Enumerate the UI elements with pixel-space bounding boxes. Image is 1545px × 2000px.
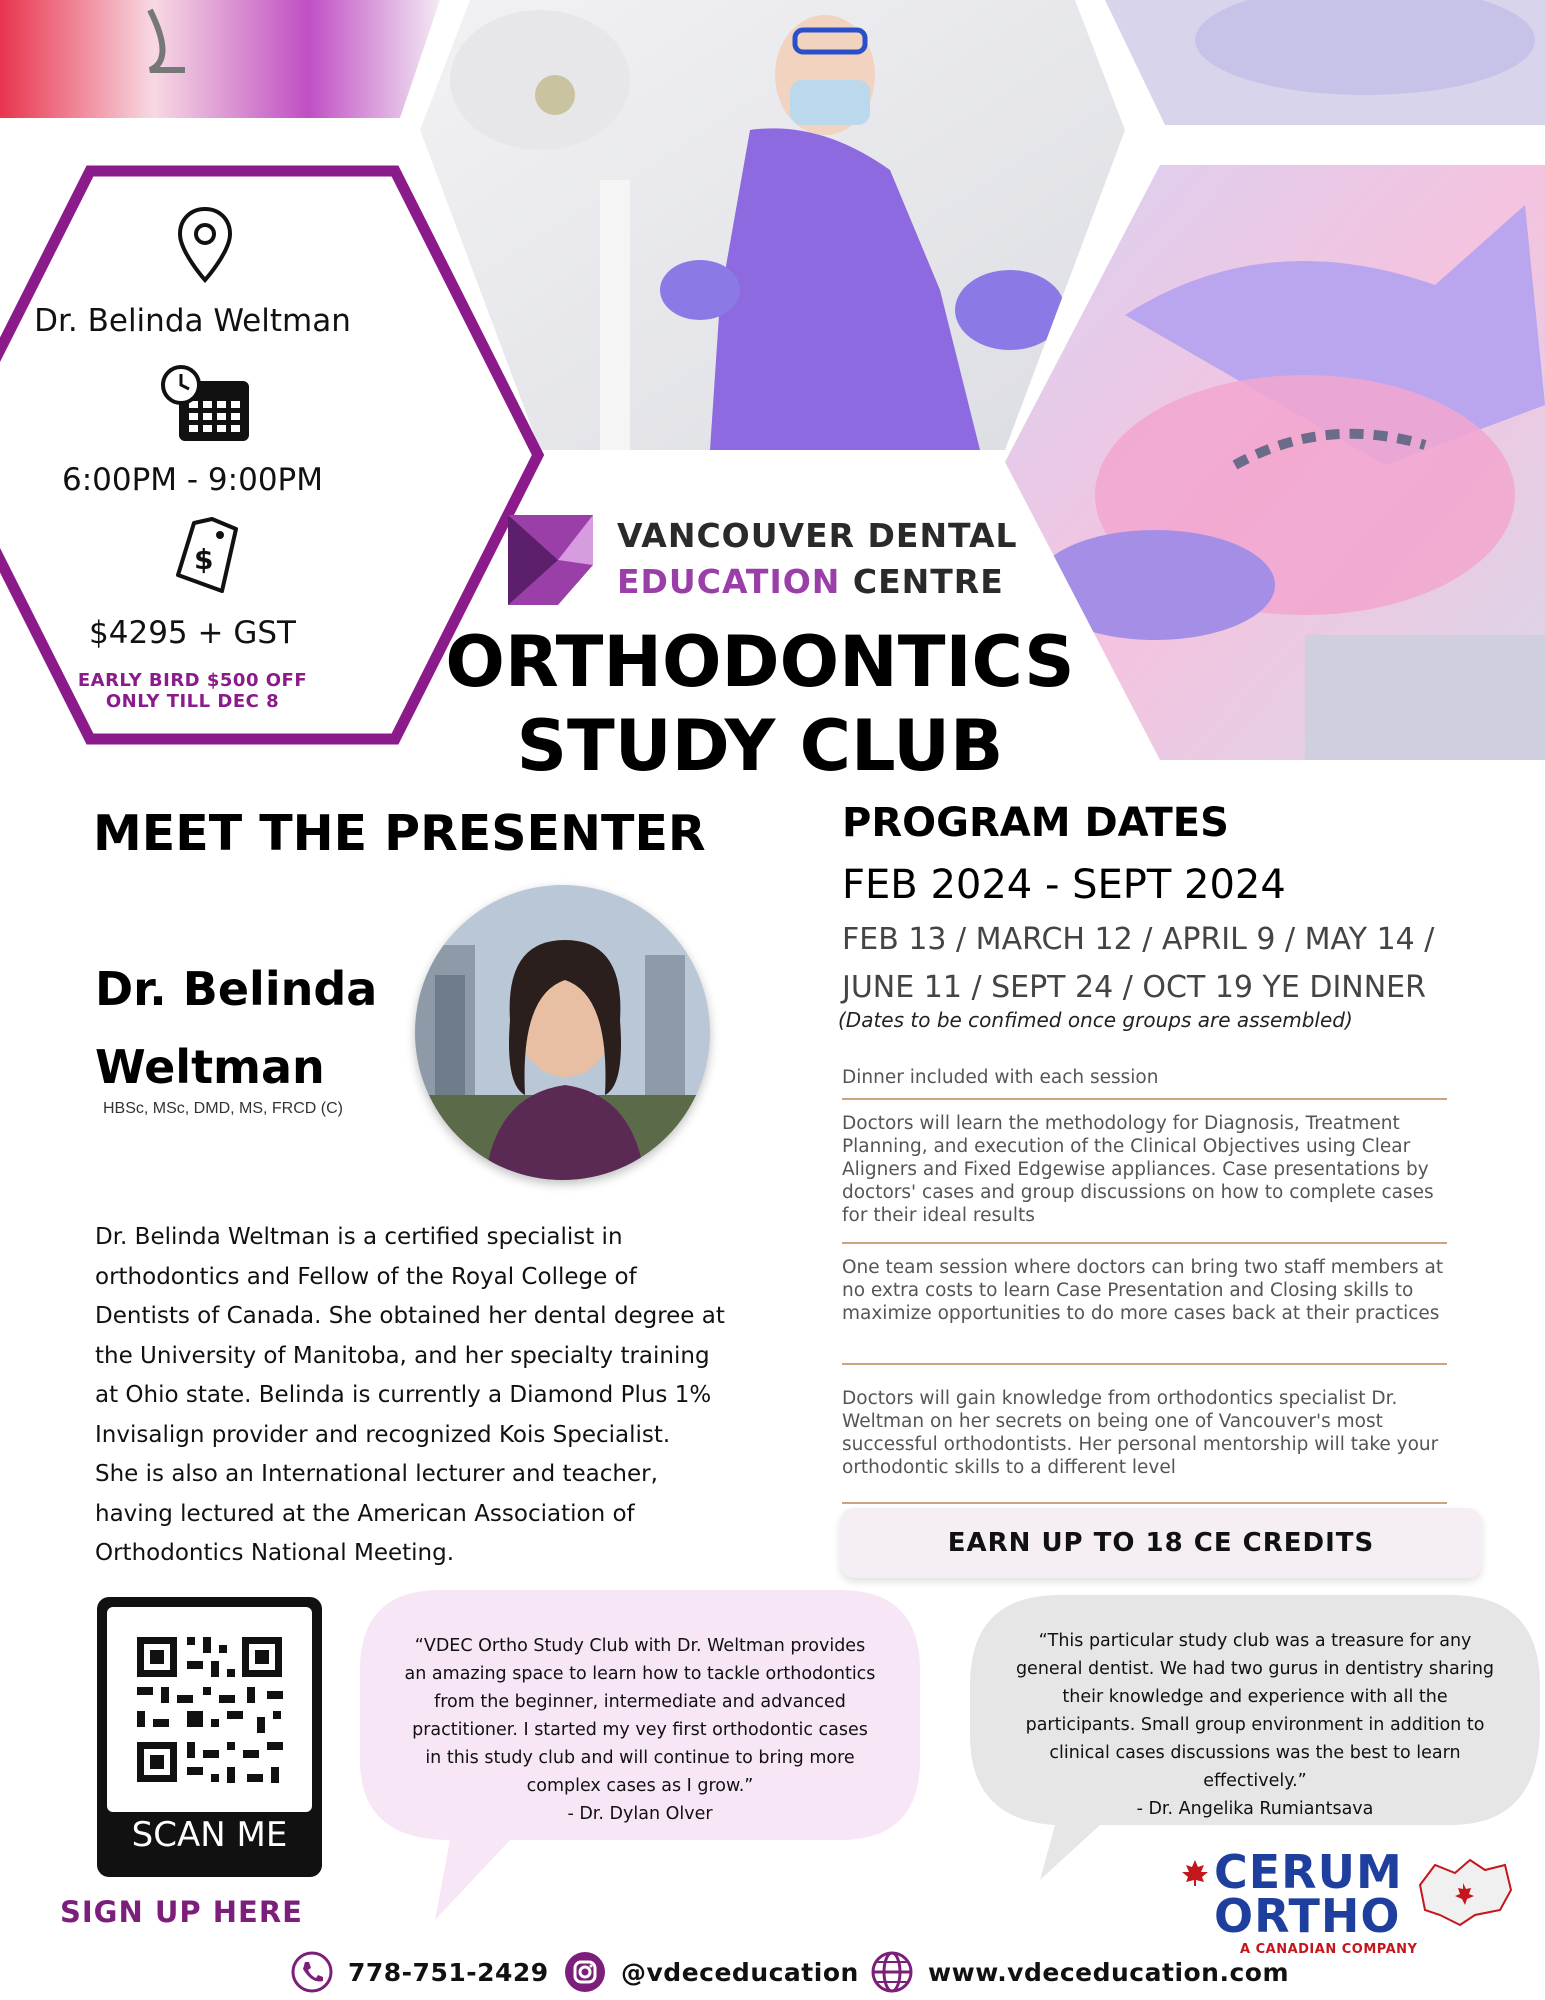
cerum-tagline: A CANADIAN COMPANY xyxy=(1240,1942,1418,1957)
info-presenter: Dr. Belinda Weltman xyxy=(34,303,351,339)
quote-line: an amazing space to learn how to tackle orthodontics xyxy=(404,1664,876,1684)
qr-code-card[interactable] xyxy=(97,1597,322,1877)
cerum-ortho-logo xyxy=(1180,1845,1418,1957)
quote-line: their knowledge and experience with all the xyxy=(1062,1687,1448,1707)
presenter-credentials: HBSc, MSc, DMD, MS, FRCD (C) xyxy=(103,1100,343,1117)
program-dates-note: (Dates to be confimed once groups are assembled) xyxy=(838,1008,1353,1032)
divider xyxy=(842,1363,1447,1365)
quote-line: “This particular study club was a treasure for any xyxy=(1038,1631,1472,1651)
bio-line: She is also an International lecturer and teacher, xyxy=(95,1461,658,1487)
globe-icon xyxy=(870,1950,914,1994)
quote-line: clinical cases discussions was the best to learn xyxy=(1049,1743,1461,1763)
testimonial-bubble xyxy=(360,1590,920,1920)
presenter-bio xyxy=(95,1218,785,1574)
quote-line: effectively.” xyxy=(1203,1771,1307,1791)
bio-line: Dr. Belinda Weltman is a certified specialist in xyxy=(95,1224,623,1250)
program-range: FEB 2024 - SEPT 2024 xyxy=(842,862,1286,908)
testimonial-quote xyxy=(360,1632,920,1828)
early-bird-line1: EARLY BIRD $500 OFF xyxy=(77,670,308,691)
program-detail: Doctors will learn the methodology for Diagnosis, Treatment Planning, and execution of the Clinical Objectives using Clear Aligners and Fixed Edgewise appliances. Case presentations by doctors' cases and group discussions on how to complete cases for their ideal results xyxy=(842,1113,1434,1226)
program-detail: Doctors will gain knowledge from orthodontics specialist Dr. Weltman on her secrets on being one of Vancouver's most successful orthodontists. Her personal mentorship will take your orthodontic skills to a different level xyxy=(842,1388,1439,1478)
bio-line: Invisalign provider and recognized Kois Specialist. xyxy=(95,1421,671,1448)
calendar-clock-icon xyxy=(157,365,257,445)
testimonial-bubble xyxy=(970,1595,1540,1880)
instagram-handle: @vdeceducation xyxy=(621,1957,859,1987)
ce-credits-text: EARN UP TO 18 CE CREDITS xyxy=(947,1528,1375,1558)
bio-line: having lectured at the American Association of xyxy=(95,1500,635,1527)
quote-line: complex cases as I grow.” xyxy=(526,1776,754,1796)
presenter-name-line1: Dr. Belinda xyxy=(95,962,378,1016)
page-title xyxy=(410,620,1110,788)
photo-top-left-partial xyxy=(0,0,440,118)
cerum-line2: ORTHO xyxy=(1214,1889,1401,1943)
price-tag-icon xyxy=(172,515,242,595)
bio-line: Orthodontics National Meeting. xyxy=(95,1540,455,1566)
cerum-line1: CERUM xyxy=(1214,1845,1403,1899)
phone-icon xyxy=(290,1950,334,1994)
bio-line: the University of Manitoba, and her specialty training xyxy=(95,1342,710,1369)
early-bird-line2: ONLY TILL DEC 8 xyxy=(105,691,280,712)
program-dates-line2: JUNE 11 / SEPT 24 / OCT 19 YE DINNER xyxy=(842,970,1426,1005)
quote-line: “VDEC Ortho Study Club with Dr. Weltman provides xyxy=(414,1636,866,1656)
quote-author: - Dr. Dylan Olver xyxy=(567,1804,713,1824)
svg-text:$: $ xyxy=(194,543,214,576)
brand-line1: VANCOUVER DENTAL xyxy=(617,516,1018,555)
presenter-name xyxy=(95,950,377,1106)
program-heading: PROGRAM DATES xyxy=(842,800,1229,846)
maple-leaf-icon xyxy=(1180,1858,1210,1888)
footer-website[interactable] xyxy=(870,1950,1289,1994)
quote-line: practitioner. I started my vey first orthodontic cases xyxy=(412,1720,868,1740)
website-url: www.vdeceducation.com xyxy=(928,1957,1290,1987)
divider xyxy=(842,1098,1447,1100)
brand-rest: CENTRE xyxy=(852,562,1004,601)
bio-line: at Ohio state. Belinda is currently a Diamond Plus 1% xyxy=(95,1382,712,1408)
title-line1: ORTHODONTICS xyxy=(445,621,1075,703)
bio-line: Dentists of Canada. She obtained her dental degree at xyxy=(95,1303,725,1329)
program-detail: One team session where doctors can bring two staff members at no extra costs to learn Case Presentation and Closing skills to maximize opportunities to do more cases back at their practices xyxy=(842,1257,1444,1324)
divider xyxy=(842,1242,1447,1244)
info-price: $4295 + GST xyxy=(89,615,296,651)
phone-number: 778-751-2429 xyxy=(348,1957,549,1987)
early-bird-offer xyxy=(0,670,405,712)
testimonial-quote xyxy=(970,1627,1540,1823)
presenter-photo xyxy=(415,885,710,1180)
bio-line: orthodontics and Fellow of the Royal College of xyxy=(95,1263,637,1290)
footer-instagram[interactable] xyxy=(563,1950,859,1994)
info-time: 6:00PM - 9:00PM xyxy=(61,462,323,498)
sign-up-link[interactable]: SIGN UP HERE xyxy=(60,1895,303,1929)
title-line2: STUDY CLUB xyxy=(516,705,1004,787)
location-pin-icon xyxy=(175,205,235,285)
instagram-icon xyxy=(563,1950,607,1994)
quote-line: in this study club and will continue to bring more xyxy=(425,1748,855,1768)
presenter-name-line2: Weltman xyxy=(95,1040,325,1094)
quote-author: - Dr. Angelika Rumiantsava xyxy=(1136,1799,1374,1819)
canada-map-icon xyxy=(1415,1855,1515,1930)
brand-line2 xyxy=(617,562,1004,601)
photo-top-right-partial xyxy=(1105,0,1545,125)
footer-phone[interactable] xyxy=(290,1950,549,1994)
program-detail: Dinner included with each session xyxy=(842,1067,1159,1088)
ce-credits-banner xyxy=(840,1508,1482,1578)
divider xyxy=(842,1502,1447,1504)
quote-line: general dentist. We had two gurus in dentistry sharing xyxy=(1015,1659,1495,1679)
brand-accent: EDUCATION xyxy=(617,562,841,601)
scan-me-label: SCAN ME xyxy=(131,1815,288,1855)
qr-code[interactable] xyxy=(107,1607,312,1812)
presenter-heading: MEET THE PRESENTER xyxy=(93,805,706,862)
vdec-logo-mark-icon xyxy=(508,515,593,605)
program-dates-line1: FEB 13 / MARCH 12 / APRIL 9 / MAY 14 / xyxy=(842,922,1435,957)
quote-line: from the beginner, intermediate and advanced xyxy=(434,1692,846,1712)
quote-line: participants. Small group environment in addition to xyxy=(1025,1715,1485,1735)
